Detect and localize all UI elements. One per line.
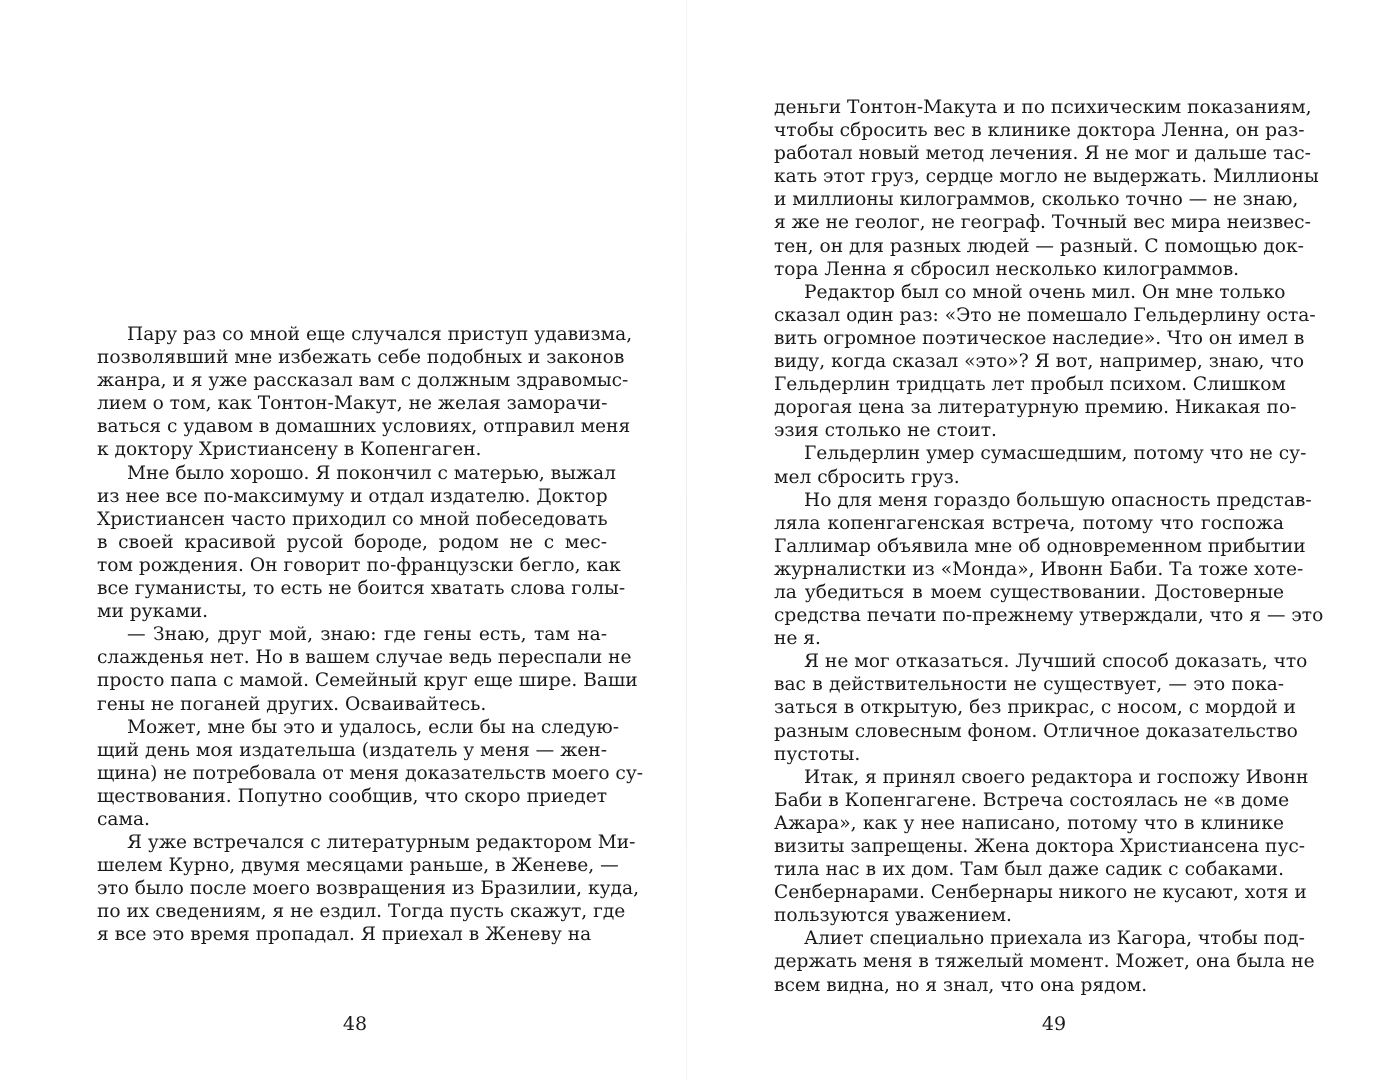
paragraph bbox=[774, 927, 1315, 996]
text-line: вас в действительности не существует, — это пока- bbox=[774, 674, 1284, 696]
text-line: Мне было хорошо. Я покончил с матерью, выжал bbox=[127, 462, 616, 484]
text-line: лием о том, как Тонтон-Макут, не желая заморачи- bbox=[97, 393, 608, 415]
left-page-number: 48 bbox=[342, 1013, 368, 1035]
text-line: я же не геолог, не географ. Точный вес мира неизвес- bbox=[774, 212, 1311, 234]
text-line: это было после моего возвращения из Бразилии, куда, bbox=[97, 878, 639, 900]
text-line: средства печати по-прежнему утверждали, что я — это bbox=[774, 605, 1324, 627]
text-line: по их сведениям, я не ездил. Тогда пусть скажут, где bbox=[97, 901, 626, 923]
text-line: Итак, я принял своего редактора и госпожу Ивонн bbox=[804, 766, 1309, 788]
text-line: эзия столько не стоит. bbox=[774, 420, 997, 442]
paragraph bbox=[774, 766, 1309, 928]
text-line: ваться с удавом в домашних условиях, отправил меня bbox=[97, 416, 631, 438]
text-line: тила нас в их дом. Там был даже садик с собаками. bbox=[774, 859, 1284, 881]
text-line: Баби в Копенгагене. Встреча состоялась не «в доме bbox=[774, 789, 1290, 811]
right-page-text bbox=[774, 96, 1324, 997]
text-line: Может, мне бы это и удалось, если бы на следую- bbox=[127, 716, 619, 738]
text-line: слажденья нет. Но в вашем случае ведь переспали не bbox=[97, 647, 632, 669]
text-line: держать меня в тяжелый момент. Может, она была не bbox=[774, 951, 1315, 973]
left-page-text bbox=[97, 323, 644, 947]
text-line: Я уже встречался с литературным редактором Ми- bbox=[127, 832, 636, 854]
paragraph bbox=[774, 489, 1324, 651]
text-line: мел сбросить груз. bbox=[774, 466, 960, 488]
text-line: пользуются уважением. bbox=[774, 905, 1012, 927]
text-line: ществования. Попутно сообщив, что скоро приедет bbox=[97, 785, 607, 807]
text-line: работал новый метод лечения. Я не мог и дальше тас- bbox=[774, 143, 1311, 165]
paragraph bbox=[774, 442, 1307, 488]
text-line: к доктору Христиансену в Копенгаген. bbox=[97, 439, 482, 461]
text-line: Гельдерлин тридцать лет пробыл психом. Слишком bbox=[774, 374, 1286, 396]
text-line: Я не мог отказаться. Лучший способ доказать, что bbox=[804, 651, 1308, 673]
text-line: Пару раз со мной еще случался приступ удавизма, bbox=[127, 324, 633, 345]
text-line: ми руками. bbox=[97, 601, 209, 623]
text-line: сказал один раз: «Это не помешало Гельдерлину оста- bbox=[774, 304, 1316, 326]
text-line: позволявший мне избежать себе подобных и законов bbox=[97, 347, 625, 369]
text-line: Сенбернарами. Сенбернары никого не кусают, хотя и bbox=[774, 882, 1307, 904]
text-line: кать этот груз, сердце могло не выдержать. Миллионы bbox=[774, 166, 1319, 188]
text-line: и миллионы килограммов, сколько точно — не знаю, bbox=[774, 189, 1299, 211]
paragraph bbox=[97, 831, 639, 946]
right-page bbox=[687, 0, 1374, 1080]
text-line: пустоты. bbox=[774, 743, 861, 765]
text-line: том рождения. Он говорит по-французски бегло, как bbox=[97, 554, 621, 576]
text-line: в своей красивой русой бороде, родом не с мес- bbox=[97, 531, 607, 553]
text-line: Ажара», как у нее написано, потому что в клинике bbox=[774, 812, 1284, 834]
text-line: щий день моя издательша (издатель у меня — жен- bbox=[97, 739, 607, 761]
text-line: жанра, и я уже рассказал вам с должным здравомыс- bbox=[97, 370, 629, 392]
paragraph bbox=[97, 462, 626, 624]
text-line: журналистки из «Монда», Ивонн Баби. Та тоже хоте- bbox=[774, 558, 1304, 580]
text-line: все гуманисты, то есть не боится хватать слова голы- bbox=[97, 578, 626, 600]
text-line: визиты запрещены. Жена доктора Христиансена пус- bbox=[774, 836, 1306, 857]
text-line: щина) не потребовала от меня доказательств моего су- bbox=[97, 762, 644, 784]
text-line: — Знаю, друг мой, знаю: где гены есть, там на- bbox=[127, 624, 607, 646]
text-line: сама. bbox=[97, 808, 150, 830]
right-page-number: 49 bbox=[1041, 1013, 1067, 1035]
paragraph bbox=[97, 716, 644, 831]
text-line: ляла копенгагенская встреча, потому что госпожа bbox=[774, 512, 1284, 534]
text-line: просто папа с мамой. Семейный круг еще шире. Ваши bbox=[97, 670, 638, 692]
text-line: тора Ленна я сбросил несколько килограммов. bbox=[774, 258, 1240, 280]
text-line: Христиансен часто приходил со мной побеседовать bbox=[97, 508, 608, 530]
text-line: виду, когда сказал «это»? Я вот, например, знаю, что bbox=[774, 351, 1305, 373]
text-line: Редактор был со мной очень мил. Он мне только bbox=[804, 281, 1286, 303]
text-line: чтобы сбросить вес в клинике доктора Ленна, он раз- bbox=[774, 120, 1305, 142]
text-line: Галлимар объявила мне об одновременном прибытии bbox=[774, 535, 1306, 557]
text-line: всем видна, но я знал, что она рядом. bbox=[774, 974, 1148, 996]
text-line: заться в открытую, без прикрас, с носом, с мордой и bbox=[774, 697, 1296, 719]
text-line: ла убедиться в моем существовании. Достоверные bbox=[774, 581, 1284, 603]
paragraph bbox=[774, 650, 1308, 765]
text-line: Гельдерлин умер сумасшедшим, потому что не су- bbox=[804, 443, 1307, 465]
text-line: из нее все по-максимуму и отдал издателю. Доктор bbox=[97, 485, 608, 507]
paragraph bbox=[774, 281, 1316, 443]
paragraph bbox=[774, 96, 1319, 281]
text-line: Но для меня гораздо большую опасность представ- bbox=[804, 489, 1312, 511]
paragraph bbox=[97, 323, 633, 462]
text-line: Алиет специально приехала из Кагора, чтобы под- bbox=[804, 928, 1305, 950]
text-line: вить огромное поэтическое наследие». Что он имел в bbox=[774, 327, 1305, 349]
text-line: гены не поганей других. Осваивайтесь. bbox=[97, 693, 487, 715]
text-line: не я. bbox=[774, 628, 821, 650]
text-line: я все это время пропадал. Я приехал в Женеву на bbox=[97, 924, 592, 946]
text-line: разным словесным фоном. Отличное доказательство bbox=[774, 720, 1298, 742]
text-line: деньги Тонтон-Макута и по психическим показаниям, bbox=[774, 97, 1312, 118]
text-line: тен, он для разных людей — разный. С помощью док- bbox=[774, 235, 1304, 257]
paragraph bbox=[97, 623, 638, 715]
text-line: дорогая цена за литературную премию. Никакая по- bbox=[774, 397, 1297, 419]
text-line: шелем Курно, двумя месяцами раньше, в Женеве, — bbox=[97, 855, 619, 877]
